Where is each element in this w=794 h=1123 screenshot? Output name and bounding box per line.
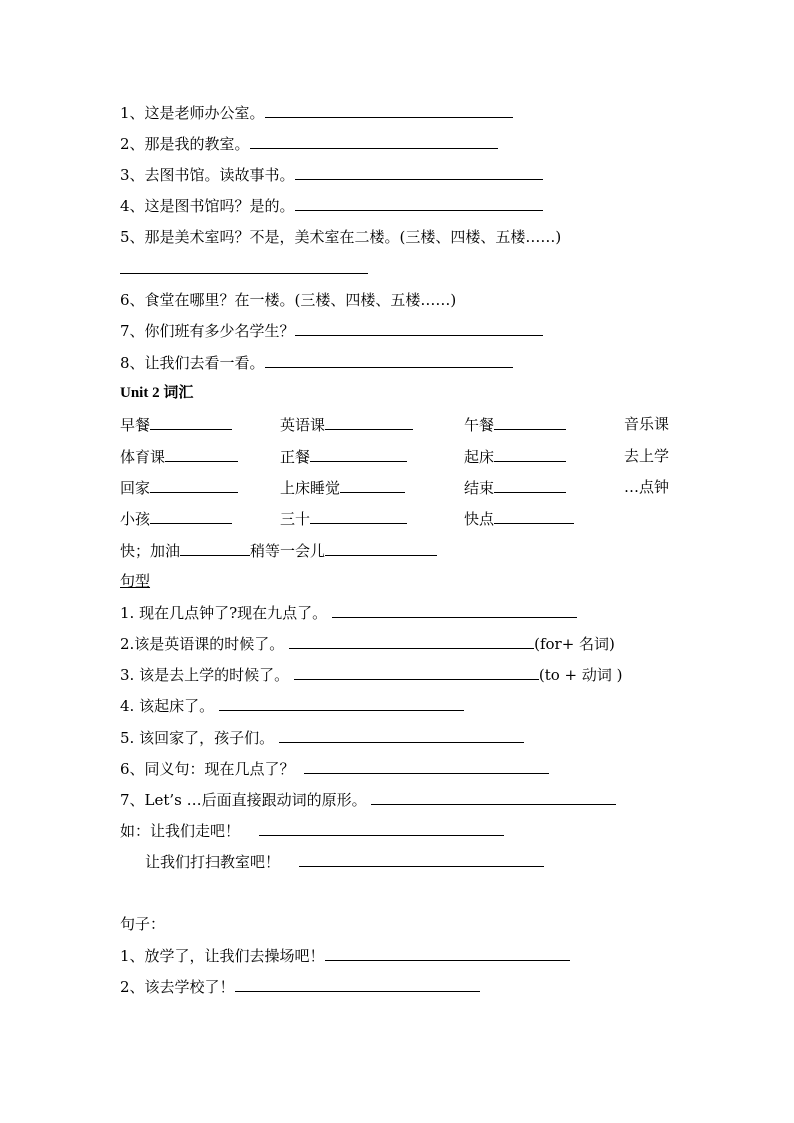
item-text: 2、那是我的教室。 <box>120 135 250 153</box>
vocab-label: 快；加油 <box>120 542 181 560</box>
vocab-item <box>624 477 674 497</box>
vocab-label: 早餐 <box>120 416 151 434</box>
vocab-label: 回家 <box>120 479 151 497</box>
translation-item-5 <box>120 227 561 247</box>
vocab-item <box>624 446 674 466</box>
vocab-label: 起床 <box>464 448 495 466</box>
vocab-item <box>280 414 413 434</box>
answer-blank[interactable] <box>295 320 543 336</box>
answer-blank[interactable] <box>371 789 616 805</box>
translation-item-8 <box>120 352 513 372</box>
vocab-label: 正餐 <box>280 448 311 466</box>
item-text: 4. 该起床了。 <box>120 697 215 715</box>
vocab-label: 上床睡觉 <box>280 479 341 497</box>
answer-blank[interactable] <box>325 414 413 430</box>
answer-blank[interactable] <box>295 195 543 211</box>
item-text: 1、放学了，让我们去操场吧！ <box>120 947 325 965</box>
item-hint: (to + 动词 ) <box>538 666 623 684</box>
item-text: 7、你们班有多少名学生？ <box>120 322 295 340</box>
translation-item-7 <box>120 320 543 340</box>
answer-blank[interactable] <box>304 758 549 774</box>
example-label: 如：让我们走吧！ <box>120 822 241 840</box>
answer-blank[interactable] <box>150 508 232 524</box>
vocab-label: …点钟 <box>624 478 670 496</box>
vocab-item <box>280 446 407 466</box>
answer-blank[interactable] <box>219 695 464 711</box>
answer-blank[interactable] <box>294 664 539 680</box>
answer-blank[interactable] <box>279 727 524 743</box>
answer-blank[interactable] <box>150 477 238 493</box>
item-text: 2、该去学校了！ <box>120 978 235 996</box>
vocab-label: 稍等一会儿 <box>250 542 326 560</box>
sentences-heading: 句子： <box>120 915 166 933</box>
vocab-label: 音乐课 <box>624 415 670 433</box>
item-text: 2.该是英语课的时候了。 <box>120 635 285 653</box>
vocab-label: 英语课 <box>280 416 326 434</box>
vocab-label: 午餐 <box>464 416 495 434</box>
vocab-label: 体育课 <box>120 448 166 466</box>
pattern-item-4 <box>120 695 464 715</box>
vocab-label: 三十 <box>280 510 311 528</box>
answer-blank[interactable] <box>494 414 566 430</box>
item-text: 3、去图书馆。读故事书。 <box>120 166 295 184</box>
pattern-item-1 <box>120 602 577 622</box>
translation-item-1 <box>120 102 513 122</box>
pattern-item-2 <box>120 633 615 653</box>
vocab-item <box>280 477 405 497</box>
answer-blank[interactable] <box>299 851 544 867</box>
item-text: 4、这是图书馆吗？是的。 <box>120 197 295 215</box>
answer-blank[interactable] <box>340 477 405 493</box>
vocab-item <box>464 446 566 466</box>
answer-blank[interactable] <box>494 508 574 524</box>
pattern-item-7 <box>120 789 616 809</box>
translation-item-6 <box>120 290 456 310</box>
translation-item-4 <box>120 195 543 215</box>
vocab-item <box>280 508 407 528</box>
answer-blank[interactable] <box>325 540 437 556</box>
item-text: 5、那是美术室吗？不是，美术室在二楼。(三楼、四楼、五楼……) <box>120 228 562 246</box>
vocab-item <box>464 508 574 528</box>
answer-blank[interactable] <box>289 633 534 649</box>
sentence-patterns-heading: 句型 <box>120 572 151 590</box>
item-text: 6、同义句：现在几点了？ <box>120 760 295 778</box>
vocab-item <box>464 414 566 434</box>
answer-blank[interactable] <box>120 258 368 274</box>
answer-blank[interactable] <box>165 446 238 462</box>
sentence-item-2 <box>120 976 480 996</box>
answer-blank[interactable] <box>235 976 480 992</box>
answer-blank[interactable] <box>325 945 570 961</box>
item-text: 7、Let’s …后面直接跟动词的原形。 <box>120 791 367 809</box>
example-text: 让我们打扫教室吧！ <box>145 853 281 871</box>
pattern-item-5 <box>120 727 524 747</box>
answer-blank[interactable] <box>494 477 566 493</box>
vocab-item <box>624 414 674 434</box>
example-1 <box>120 820 504 840</box>
answer-blank[interactable] <box>295 164 543 180</box>
answer-blank[interactable] <box>265 102 513 118</box>
answer-blank[interactable] <box>259 820 504 836</box>
answer-blank[interactable] <box>310 446 407 462</box>
item-text: 5. 该回家了，孩子们。 <box>120 729 275 747</box>
vocab-label: 小孩 <box>120 510 151 528</box>
item-hint: (for+ 名词) <box>534 635 615 653</box>
vocab-item <box>120 446 238 466</box>
vocab-label: 快点 <box>464 510 495 528</box>
translation-item-2 <box>120 133 498 153</box>
unit2-heading: Unit 2 词汇 <box>120 385 194 401</box>
vocab-item <box>464 477 566 497</box>
pattern-item-3 <box>120 664 623 684</box>
answer-blank[interactable] <box>332 602 577 618</box>
answer-blank[interactable] <box>150 414 232 430</box>
item-text: 8、让我们去看一看。 <box>120 354 265 372</box>
sentence-item-1 <box>120 945 570 965</box>
vocab-item <box>120 508 232 528</box>
item-text: 3. 该是去上学的时候了。 <box>120 666 290 684</box>
translation-item-5-answer <box>120 258 368 278</box>
example-2 <box>145 851 544 871</box>
answer-blank[interactable] <box>250 133 498 149</box>
answer-blank[interactable] <box>265 352 513 368</box>
vocab-label: 去上学 <box>624 447 670 465</box>
vocab-label: 结束 <box>464 479 495 497</box>
pattern-item-6 <box>120 758 549 778</box>
answer-blank[interactable] <box>180 540 250 556</box>
item-text: 1、这是老师办公室。 <box>120 104 265 122</box>
answer-blank[interactable] <box>310 508 407 524</box>
vocab-extra-line <box>120 540 437 560</box>
vocab-item <box>120 414 232 434</box>
item-text: 6、食堂在哪里？在一楼。(三楼、四楼、五楼……) <box>120 291 457 309</box>
item-text: 1. 现在几点钟了?现在九点了。 <box>120 604 328 622</box>
vocab-item <box>120 477 238 497</box>
answer-blank[interactable] <box>494 446 566 462</box>
translation-item-3 <box>120 164 543 184</box>
